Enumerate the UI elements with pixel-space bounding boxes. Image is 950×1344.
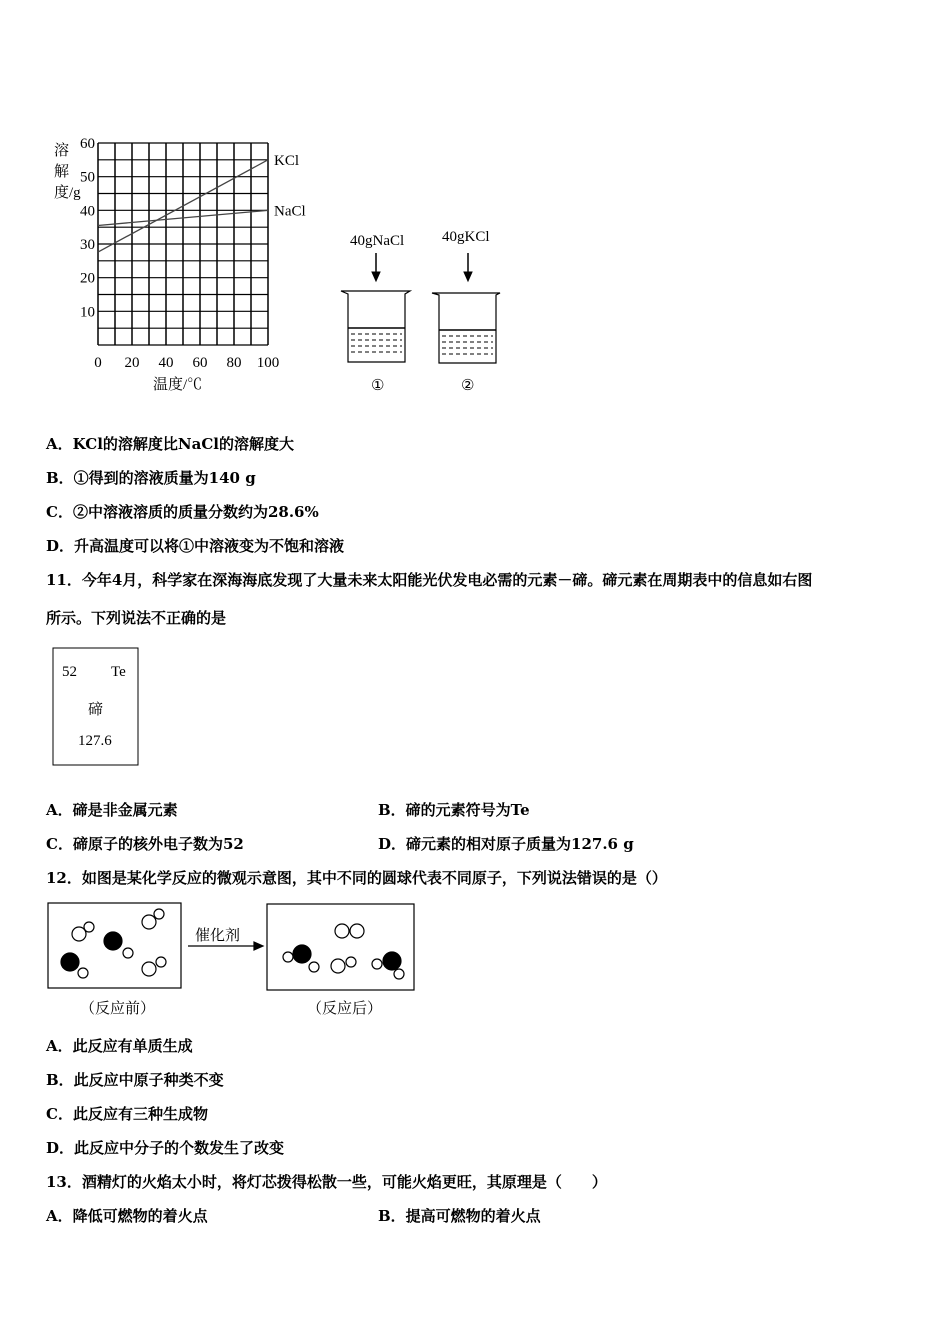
y-tick-label: 40 — [80, 203, 95, 220]
atomic-mass: 127.6 — [78, 733, 112, 749]
q10-option-c: C．②中溶液溶质的质量分数约为28.6% — [46, 503, 319, 521]
x-tick-label: 80 — [226, 355, 242, 371]
beaker-1-label: 40gNaCl — [350, 233, 405, 249]
x-tick-label: 20 — [124, 355, 140, 371]
y-tick-label: 20 — [80, 270, 95, 287]
y-tick-label: 50 — [80, 169, 95, 186]
q13-option-b: B．提高可燃物的着火点 — [378, 1207, 541, 1225]
after-label: （反应后） — [307, 1001, 383, 1017]
x-axis-label: 温度/℃ — [153, 377, 203, 393]
y-tick-label: 60 — [80, 136, 95, 152]
q11-option-a: A．碲是非金属元素 — [46, 801, 178, 819]
q10-option-b: B．①得到的溶液质量为140 g — [46, 469, 256, 487]
before-label: （反应前） — [80, 1001, 156, 1017]
q11-stem-line2: 所示。下列说法不正确的是 — [46, 609, 227, 627]
q12-option-d: D．此反应中分子的个数发生了改变 — [46, 1139, 285, 1157]
y-tick-label: 10 — [80, 304, 95, 321]
solubility-chart — [80, 136, 306, 393]
q12-option-b: B．此反应中原子种类不变 — [46, 1071, 224, 1089]
beaker-1 — [341, 253, 410, 362]
element-symbol: Te — [111, 664, 126, 680]
q13-stem: 13．酒精灯的火焰太小时，将灯芯拨得松散一些，可能火焰更旺，其原理是（ ） — [46, 1173, 607, 1191]
series-label: KCl — [274, 152, 300, 169]
x-tick-label: 60 — [192, 355, 208, 371]
q12-stem: 12．如图是某化学反应的微观示意图，其中不同的圆球代表不同原子，下列说法错误的是（） — [46, 869, 667, 887]
x-tick-label: 0 — [94, 355, 102, 371]
catalyst-label: 催化剂 — [195, 928, 241, 944]
q11-option-d: D．碲元素的相对原子质量为127.6 g — [378, 835, 634, 853]
x-tick-label: 40 — [158, 355, 174, 371]
reaction-diagram — [48, 903, 414, 990]
q10-option-a: A．KCl的溶解度比NaCl的溶解度大 — [46, 435, 294, 453]
q11-option-c: C．碲原子的核外电子数为52 — [46, 835, 244, 853]
q13-option-a: A．降低可燃物的着火点 — [46, 1207, 208, 1225]
y-axis-label: 溶解度/g — [54, 143, 81, 201]
beaker-2-label: 40gKCl — [442, 229, 490, 245]
y-tick-label: 30 — [80, 237, 95, 253]
q11-option-b: B．碲的元素符号为Te — [378, 801, 530, 819]
element-name: 碲 — [88, 702, 104, 718]
atomic-number: 52 — [62, 664, 77, 680]
q12-option-a: A．此反应有单质生成 — [46, 1037, 193, 1055]
beaker-1-number: ① — [371, 378, 385, 394]
series-label: NaCl — [274, 203, 306, 220]
beaker-2-number: ② — [461, 378, 475, 394]
q12-option-c: C．此反应有三种生成物 — [46, 1105, 208, 1123]
x-tick-label: 100 — [256, 355, 280, 371]
beaker-2 — [432, 253, 500, 363]
q11-stem-line1: 11．今年4月，科学家在深海海底发现了大量未来太阳能光伏发电必需的元素－碲。碲元素在周期表中的信息如右图 — [46, 571, 813, 589]
q10-option-d: D．升高温度可以将①中溶液变为不饱和溶液 — [46, 537, 345, 555]
